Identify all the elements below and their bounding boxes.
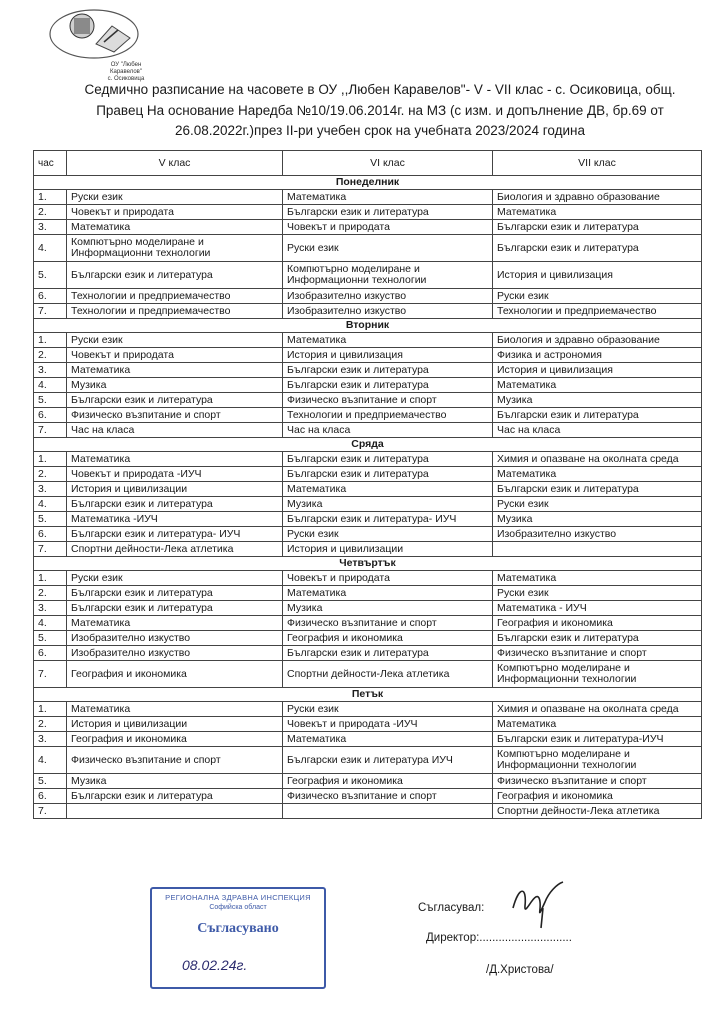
day-header-row (34, 557, 702, 571)
subject-cell: Музика (67, 378, 283, 393)
subject-cell: Човекът и природата (67, 348, 283, 363)
table-row (34, 482, 702, 497)
subject-cell: Руски език (493, 289, 702, 304)
title-line-3: 26.08.2022г.)през II-ри учебен срок на учебната 2023/2024 година (174, 123, 586, 138)
subject-cell: Музика (283, 601, 493, 616)
table-row (34, 661, 702, 688)
subject-cell: Спортни дейности-Лека атлетика (283, 661, 493, 688)
hour-number: 1. (34, 452, 67, 467)
hour-number: 4. (34, 497, 67, 512)
subject-cell: Час на класа (283, 423, 493, 438)
subject-cell: Руски език (67, 190, 283, 205)
table-row (34, 220, 702, 235)
subject-cell: География и икономика (67, 661, 283, 688)
header-hour: час (34, 151, 67, 176)
subject-cell: Математика (67, 452, 283, 467)
subject-cell: Спортни дейности-Лека атлетика (67, 542, 283, 557)
subject-cell: Математика (67, 220, 283, 235)
subject-cell: Руски език (283, 235, 493, 262)
table-row (34, 646, 702, 661)
hour-number: 2. (34, 467, 67, 482)
table-row (34, 205, 702, 220)
table-row (34, 348, 702, 363)
subject-cell: Музика (283, 497, 493, 512)
hour-number: 3. (34, 601, 67, 616)
subject-cell: География и икономика (283, 774, 493, 789)
subject-cell: Технологии и предприемачество (283, 408, 493, 423)
subject-cell: Руски език (493, 497, 702, 512)
subject-cell: История и цивилизации (283, 542, 493, 557)
table-row (34, 467, 702, 482)
subject-cell: Български език и литература (493, 235, 702, 262)
subject-cell: Физическо възпитание и спорт (283, 393, 493, 408)
subject-cell: Математика (283, 586, 493, 601)
subject-cell: География и икономика (67, 732, 283, 747)
subject-cell: Български език и литература ИУЧ (283, 747, 493, 774)
table-row (34, 408, 702, 423)
subject-cell: Български език и литература- ИУЧ (67, 527, 283, 542)
subject-cell: Руски език (283, 527, 493, 542)
hour-number: 7. (34, 304, 67, 319)
table-row (34, 262, 702, 289)
title-line-1: Седмично разписание на часовете в ОУ ,,Любен Каравелов"- V - VII клас - с. Осиковица, общ. (84, 82, 676, 97)
subject-cell: История и цивилизация (283, 348, 493, 363)
subject-cell: Български език и литература (67, 393, 283, 408)
table-row (34, 527, 702, 542)
header-class-5: V клас (67, 151, 283, 176)
subject-cell: Човекът и природата (67, 205, 283, 220)
subject-cell: Човекът и природата -ИУЧ (67, 467, 283, 482)
hour-number: 3. (34, 363, 67, 378)
subject-cell: Спортни дейности-Лека атлетика (493, 804, 702, 819)
hour-number: 2. (34, 348, 67, 363)
subject-cell: Компютърно моделиране и Информационни технологии (283, 262, 493, 289)
subject-cell: Математика (67, 363, 283, 378)
subject-cell: Физическо възпитание и спорт (493, 646, 702, 661)
hour-number: 5. (34, 631, 67, 646)
hour-number: 2. (34, 205, 67, 220)
subject-cell: География и икономика (493, 789, 702, 804)
hour-number: 2. (34, 586, 67, 601)
subject-cell: Математика (283, 732, 493, 747)
table-row (34, 616, 702, 631)
subject-cell: Български език и литература (67, 601, 283, 616)
table-row (34, 235, 702, 262)
subject-cell: История и цивилизация (493, 363, 702, 378)
subject-cell: Български език и литература (283, 467, 493, 482)
subject-cell: Български език и литература- ИУЧ (283, 512, 493, 527)
subject-cell: История и цивилизации (67, 717, 283, 732)
subject-cell: Биология и здравно образование (493, 333, 702, 348)
table-row (34, 512, 702, 527)
schedule-body (34, 176, 702, 819)
table-row (34, 289, 702, 304)
subject-cell: Физическо възпитание и спорт (493, 774, 702, 789)
hour-number: 6. (34, 289, 67, 304)
subject-cell: Час на класа (67, 423, 283, 438)
subject-cell: Руски език (283, 702, 493, 717)
table-row (34, 393, 702, 408)
hour-number: 4. (34, 235, 67, 262)
header-class-6: VI клас (283, 151, 493, 176)
subject-cell: Руски език (67, 571, 283, 586)
school-emblem-icon (34, 4, 154, 64)
table-row (34, 333, 702, 348)
document-title (60, 80, 700, 142)
subject-cell: Български език и литература (67, 497, 283, 512)
hour-number: 4. (34, 378, 67, 393)
subject-cell: Физическо възпитание и спорт (67, 408, 283, 423)
logo-caption: ОУ "Любен Каравелов" с. Осиковица (107, 62, 145, 82)
subject-cell: Математика (283, 190, 493, 205)
subject-cell: Математика (493, 205, 702, 220)
table-row (34, 423, 702, 438)
subject-cell: Математика (283, 482, 493, 497)
hour-number: 1. (34, 702, 67, 717)
table-row (34, 774, 702, 789)
subject-cell: Технологии и предприемачество (67, 289, 283, 304)
subject-cell: Математика (283, 333, 493, 348)
table-row (34, 747, 702, 774)
header-row (34, 151, 702, 176)
subject-cell: Биология и здравно образование (493, 190, 702, 205)
hour-number: 6. (34, 408, 67, 423)
subject-cell: Изобразително изкуство (67, 631, 283, 646)
title-line-2: Правец На основание Наредба №10/19.06.2014г. на МЗ (с изм. и допълнение ДВ, бр.69 от (96, 102, 664, 118)
subject-cell: Български език и литература (283, 205, 493, 220)
subject-cell: Математика (493, 717, 702, 732)
hour-number: 7. (34, 804, 67, 819)
subject-cell: Музика (67, 774, 283, 789)
day-header-row (34, 688, 702, 702)
table-row (34, 363, 702, 378)
subject-cell: Изобразително изкуство (493, 527, 702, 542)
subject-cell (493, 542, 702, 557)
subject-cell: Човекът и природата (283, 571, 493, 586)
signature-icon (505, 878, 575, 930)
subject-cell: Математика -ИУЧ (67, 512, 283, 527)
table-row (34, 601, 702, 616)
hour-number: 3. (34, 482, 67, 497)
subject-cell: Математика (493, 571, 702, 586)
table-row (34, 702, 702, 717)
subject-cell (67, 804, 283, 819)
stamp-date: 08.02.24г. (182, 957, 248, 973)
day-header-row (34, 176, 702, 190)
subject-cell: Български език и литература (283, 646, 493, 661)
table-row (34, 571, 702, 586)
subject-cell (283, 804, 493, 819)
hour-number: 3. (34, 732, 67, 747)
subject-cell: Технологии и предприемачество (493, 304, 702, 319)
subject-cell: Български език и литература (493, 482, 702, 497)
hour-number: 7. (34, 423, 67, 438)
approval-stamp (150, 887, 326, 989)
director-name: /Д.Христова/ (486, 964, 554, 976)
day-header-row (34, 438, 702, 452)
table-row (34, 732, 702, 747)
table-row (34, 497, 702, 512)
hour-number: 5. (34, 262, 67, 289)
subject-cell: Български език и литература (283, 452, 493, 467)
subject-cell: Химия и опазване на околната среда (493, 452, 702, 467)
schedule-table (33, 150, 702, 819)
subject-cell: Български език и литература (493, 631, 702, 646)
agreed-label: Съгласувал: (418, 902, 485, 914)
subject-cell: Български език и литература-ИУЧ (493, 732, 702, 747)
subject-cell: Физическо възпитание и спорт (283, 616, 493, 631)
subject-cell: Изобразително изкуство (283, 304, 493, 319)
hour-number: 5. (34, 393, 67, 408)
subject-cell: Руски език (493, 586, 702, 601)
table-row (34, 304, 702, 319)
hour-number: 1. (34, 190, 67, 205)
subject-cell: Технологии и предприемачество (67, 304, 283, 319)
subject-cell: Български език и литература (67, 262, 283, 289)
hour-number: 5. (34, 512, 67, 527)
subject-cell: Компютърно моделиране и Информационни технологии (67, 235, 283, 262)
hour-number: 2. (34, 717, 67, 732)
hour-number: 1. (34, 571, 67, 586)
hour-number: 6. (34, 789, 67, 804)
stamp-word: Съгласувано (197, 921, 279, 936)
hour-number: 1. (34, 333, 67, 348)
subject-cell: История и цивилизации (67, 482, 283, 497)
subject-cell: Математика (67, 616, 283, 631)
table-row (34, 804, 702, 819)
day-name: Вторник (34, 319, 702, 333)
subject-cell: Компютърно моделиране и Информационни технологии (493, 747, 702, 774)
subject-cell: Музика (493, 393, 702, 408)
table-row (34, 631, 702, 646)
table-row (34, 378, 702, 393)
subject-cell: Български език и литература (67, 789, 283, 804)
hour-number: 5. (34, 774, 67, 789)
hour-number: 3. (34, 220, 67, 235)
hour-number: 6. (34, 527, 67, 542)
school-logo (34, 4, 154, 82)
subject-cell: Български език и литература (493, 220, 702, 235)
day-header-row (34, 319, 702, 333)
table-row (34, 542, 702, 557)
subject-cell: Математика (67, 702, 283, 717)
day-name: Сряда (34, 438, 702, 452)
hour-number: 4. (34, 616, 67, 631)
subject-cell: Компютърно моделиране и Информационни технологии (493, 661, 702, 688)
table-row (34, 586, 702, 601)
stamp-region: Софийска област (209, 904, 267, 911)
day-name: Петък (34, 688, 702, 702)
hour-number: 7. (34, 661, 67, 688)
subject-cell: Физика и астрономия (493, 348, 702, 363)
subject-cell: География и икономика (283, 631, 493, 646)
subject-cell: Човекът и природата (283, 220, 493, 235)
table-row (34, 717, 702, 732)
stamp-org: РЕГИОНАЛНА ЗДРАВНА ИНСПЕКЦИЯ (165, 893, 311, 902)
subject-cell: Математика (493, 378, 702, 393)
subject-cell: Български език и литература (67, 586, 283, 601)
hour-number: 4. (34, 747, 67, 774)
header-class-7: VII клас (493, 151, 702, 176)
subject-cell: Български език и литература (283, 363, 493, 378)
subject-cell: Музика (493, 512, 702, 527)
subject-cell: История и цивилизация (493, 262, 702, 289)
subject-cell: Изобразително изкуство (67, 646, 283, 661)
subject-cell: Български език и литература (283, 378, 493, 393)
table-row (34, 789, 702, 804)
subject-cell: Час на класа (493, 423, 702, 438)
subject-cell: Математика (493, 467, 702, 482)
director-label: Директор:............................. (426, 932, 572, 944)
hour-number: 7. (34, 542, 67, 557)
subject-cell: Математика - ИУЧ (493, 601, 702, 616)
table-row (34, 190, 702, 205)
subject-cell: География и икономика (493, 616, 702, 631)
subject-cell: Физическо възпитание и спорт (283, 789, 493, 804)
subject-cell: Химия и опазване на околната среда (493, 702, 702, 717)
subject-cell: Физическо възпитание и спорт (67, 747, 283, 774)
table-row (34, 452, 702, 467)
subject-cell: Човекът и природата -ИУЧ (283, 717, 493, 732)
subject-cell: Изобразително изкуство (283, 289, 493, 304)
subject-cell: Руски език (67, 333, 283, 348)
day-name: Четвъртък (34, 557, 702, 571)
hour-number: 6. (34, 646, 67, 661)
subject-cell: Български език и литература (493, 408, 702, 423)
day-name: Понеделник (34, 176, 702, 190)
